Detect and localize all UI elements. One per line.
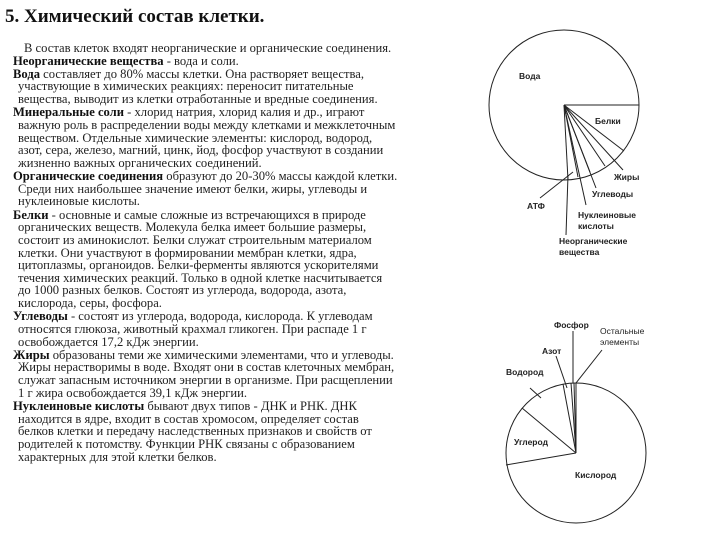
paragraph-term: Неорганические вещества	[13, 53, 164, 68]
line-text: нуклеиновые кислоты.	[18, 194, 140, 209]
label-ost-2: элементы	[600, 337, 640, 347]
line-text: освобождается 17,2 кДж энергии.	[18, 334, 199, 349]
label-nukl-2: кислоты	[578, 221, 614, 231]
line-text: течения химических реакций. Только в одной клетке насчитывается	[18, 270, 383, 285]
line-text: участвующие в химических реакциях: переносит питательные	[18, 79, 354, 94]
label-neorg-2: вещества	[559, 247, 600, 257]
label-kislorod: Кислород	[575, 470, 617, 480]
line-text: Жиры нерастворимы в воде. Входят они в состав клеточных мембран,	[18, 360, 395, 375]
page-title: 5. Химический состав клетки.	[5, 6, 265, 27]
pie-elements	[506, 320, 646, 523]
paragraph-term: Жиры	[13, 347, 50, 362]
line-text: кислорода, серы, фосфора.	[18, 296, 162, 311]
paragraph-term: Минеральные соли	[13, 105, 124, 120]
label-uglerod: Углерод	[514, 437, 548, 447]
label-belki: Белки	[595, 116, 621, 126]
paragraph-term: Органические соединения	[13, 169, 164, 184]
line-text: - основные и самые сложные из встречающихся в природе	[48, 207, 366, 222]
line-text: азот, сера, железо, магний, цинк, йод, фосфор участвуют в создании	[18, 143, 384, 158]
line-text: состоит из аминокислот. Белки служат строительным материалом	[18, 232, 372, 247]
line-text: - хлорид натрия, хлорид калия и др., играют	[124, 105, 365, 120]
label-voda: Вода	[519, 71, 541, 81]
line-text: - состоят из углерода, водорода, кислорода. К углеводам	[67, 309, 373, 324]
line-text: важную роль в распределении воды между клетками и межклеточным	[18, 117, 396, 132]
line-text: находится в ядре, входит в состав хромосом, определяет состав	[18, 411, 359, 426]
line-text: вещества, выводит из клетки отработанные и вредные соединения.	[18, 92, 378, 107]
intro-line: В состав клеток входят неорганические и органические соединения.	[24, 41, 392, 55]
line-text: 1 г жира освобождается 39,1 кДж энергии.	[18, 385, 248, 400]
pie-substances	[489, 30, 639, 257]
slice-edge	[506, 453, 576, 465]
paragraph-term: Нуклеиновые кислоты	[13, 398, 145, 413]
line-text: образованы теми же химическими элементами, что и углеводы.	[49, 347, 394, 362]
line-text: - вода и соли.	[163, 53, 239, 68]
leader-line	[576, 350, 602, 383]
line-text: до 1000 разных белков. Состоят из углерода, водорода, азота,	[18, 283, 347, 298]
line-text: относятся глюкоза, животный крахмал гликоген. При распаде 1 г	[18, 321, 367, 336]
label-uglevody: Углеводы	[592, 189, 634, 199]
leader-line	[566, 175, 568, 235]
label-fosfor: Фосфор	[554, 320, 589, 330]
paragraph-term: Вода	[13, 66, 41, 81]
line-text: характерных для этой клетки белков.	[18, 449, 217, 464]
line-text: родителей к потомству. Функции РНК связаны с образованием	[18, 436, 355, 451]
line-text: образуют до 20-30% массы каждой клетки.	[163, 169, 398, 184]
line-text: органических веществ. Молекула белка имеет большие размеры,	[18, 220, 367, 235]
line-text: составляет до 80% массы клетки. Она растворяет вещества,	[40, 66, 365, 81]
label-atf: АТФ	[527, 201, 545, 211]
label-ost-1: Остальные	[600, 326, 645, 336]
label-azot: Азот	[542, 346, 562, 356]
line-text: служат запасным источником энергии в организме. При расщеплении	[18, 373, 393, 388]
leader-line	[564, 105, 623, 170]
label-nukl-1: Нуклеиновые	[578, 210, 637, 220]
line-text: клетки. Они участвуют в формировании мембран клетки, ядра,	[18, 245, 357, 260]
line-text: цитоплазмы, органоидов. Белки-ферменты являются ускорителями	[18, 258, 379, 273]
label-neorg-1: Неорганические	[559, 236, 628, 246]
paragraph-term: Белки	[13, 207, 49, 222]
line-text: белков клетки и передачу наследственных признаков и свойств от	[18, 424, 372, 439]
line-text: Среди них наибольшее значение имеют белки, жиры, углеводы и	[18, 181, 368, 196]
paragraph-term: Углеводы	[13, 309, 68, 324]
line-text: бывают двух типов - ДНК и РНК. ДНК	[144, 398, 357, 413]
label-zhiry: Жиры	[614, 172, 640, 182]
line-text: жизненно важных органических соединений.	[18, 155, 262, 170]
leader-line	[556, 356, 567, 388]
line-text: веществом. Отдельные химические элементы: кислород, водород,	[18, 130, 373, 145]
label-vodorod: Водород	[506, 367, 544, 377]
